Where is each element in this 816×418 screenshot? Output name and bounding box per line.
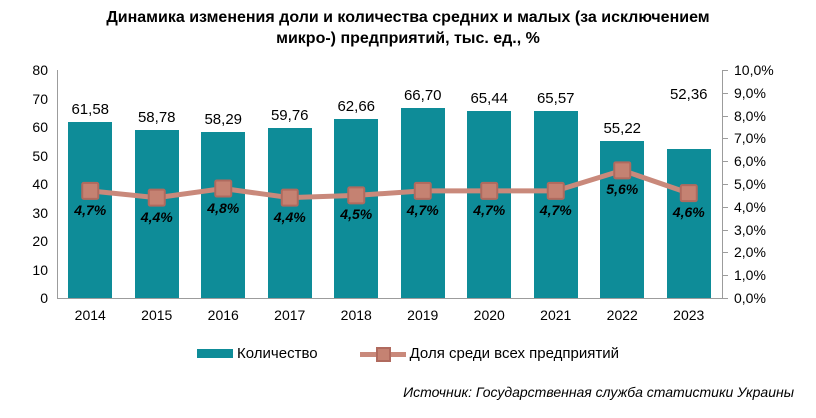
legend — [0, 345, 816, 362]
x-axis-category-label: 2016 — [207, 307, 239, 323]
share-value-label: 4,7% — [74, 201, 107, 218]
share-value-label: 4,7% — [406, 201, 439, 218]
right-axis-tick — [723, 184, 728, 185]
x-axis-category-label: 2015 — [141, 307, 173, 323]
left-axis-tick-label: 40 — [32, 176, 48, 192]
right-axis-tick-label: 6,0% — [734, 153, 766, 170]
x-axis-category-label: 2019 — [407, 307, 439, 323]
share-marker — [481, 183, 497, 199]
bar-value-label: 55,22 — [603, 119, 642, 137]
right-axis-tick-label: 4,0% — [734, 198, 766, 215]
line-series-swatch — [360, 346, 406, 362]
bar-value-label: 66,70 — [403, 86, 442, 104]
bar-value-label: 61,58 — [71, 101, 110, 119]
share-marker — [681, 185, 697, 201]
share-value-label: 4,4% — [273, 208, 306, 225]
right-axis-tick — [723, 93, 728, 94]
right-axis-tick — [723, 207, 728, 208]
legend-item-line — [360, 345, 619, 362]
bar-value-label: 62,66 — [337, 98, 376, 116]
left-axis-tick-label: 30 — [32, 204, 48, 221]
share-marker — [282, 190, 298, 206]
right-axis-tick — [723, 161, 728, 162]
right-axis-tick-label: 3,0% — [734, 221, 766, 238]
share-value-label: 5,6% — [606, 181, 639, 198]
share-marker — [149, 190, 165, 206]
chart-title-line1: Динамика изменения доли и количества средних и малых (за исключением — [106, 9, 710, 26]
plot-area — [57, 70, 722, 298]
left-axis-tick-label: 50 — [32, 147, 48, 164]
x-axis-category-label: 2023 — [673, 307, 705, 323]
x-axis-category-label: 2021 — [540, 307, 572, 323]
legend-line-label: Доля среди всех предприятий — [409, 345, 619, 362]
share-marker — [82, 183, 98, 199]
right-axis-tick-label: 9,0% — [734, 84, 766, 101]
bar-value-label: 52,36 — [669, 85, 708, 103]
share-marker — [415, 183, 431, 199]
right-axis-tick-label: 5,0% — [734, 176, 766, 192]
right-axis-tick — [723, 275, 728, 276]
legend-bar-label: Количество — [237, 345, 318, 362]
share-value-label: 4,7% — [539, 201, 572, 218]
right-axis-tick — [723, 230, 728, 231]
left-axis-tick-label: 80 — [32, 62, 48, 78]
right-axis-tick — [723, 70, 728, 71]
left-axis-tick-label: 20 — [32, 233, 48, 249]
share-value-label: 4,4% — [140, 208, 173, 225]
share-marker — [548, 183, 564, 199]
right-axis-tick — [723, 252, 728, 253]
right-axis-tick-label: 2,0% — [734, 244, 766, 261]
x-axis-category-label: 2017 — [274, 307, 306, 323]
share-value-label: 4,7% — [473, 201, 506, 218]
right-axis-tick-label: 10,0% — [734, 62, 774, 78]
bar-value-label: 59,76 — [270, 106, 309, 124]
bar-value-label: 65,44 — [470, 90, 509, 108]
bar-value-label: 65,57 — [536, 90, 575, 108]
share-value-label: 4,8% — [207, 199, 240, 216]
x-axis-category-label: 2014 — [74, 307, 106, 323]
share-marker — [215, 181, 231, 197]
x-axis-category-label: 2018 — [340, 307, 372, 323]
share-value-label: 4,5% — [340, 206, 373, 223]
share-marker — [348, 187, 364, 203]
chart-title-line2: микро-) предприятий, тыс. ед., % — [276, 30, 540, 47]
bar-series-swatch — [197, 349, 233, 358]
right-axis-tick-label: 1,0% — [734, 267, 766, 284]
right-axis-tick-label: 8,0% — [734, 107, 766, 124]
axis-frame-line — [57, 298, 723, 299]
right-axis-tick — [723, 116, 728, 117]
legend-item-bar — [197, 345, 318, 362]
right-axis-tick-label: 0,0% — [734, 290, 766, 306]
right-axis-tick-label: 7,0% — [734, 130, 766, 147]
right-axis-tick — [723, 138, 728, 139]
share-value-label: 4,6% — [672, 204, 705, 221]
chart-title — [0, 7, 816, 49]
share-marker — [614, 162, 630, 178]
bar-value-label: 58,78 — [137, 109, 176, 127]
right-axis-tick — [723, 298, 728, 299]
left-axis-tick-label: 0 — [40, 290, 48, 306]
source-caption: Источник: Государственная служба статистики Украины — [403, 384, 794, 400]
left-axis-tick-label: 70 — [32, 90, 48, 107]
x-axis-category-label: 2022 — [606, 307, 638, 323]
left-axis-tick-label: 10 — [32, 261, 48, 278]
bar-value-label: 58,29 — [204, 110, 243, 128]
x-axis-category-label: 2020 — [473, 307, 505, 323]
left-axis-tick-label: 60 — [32, 119, 48, 135]
